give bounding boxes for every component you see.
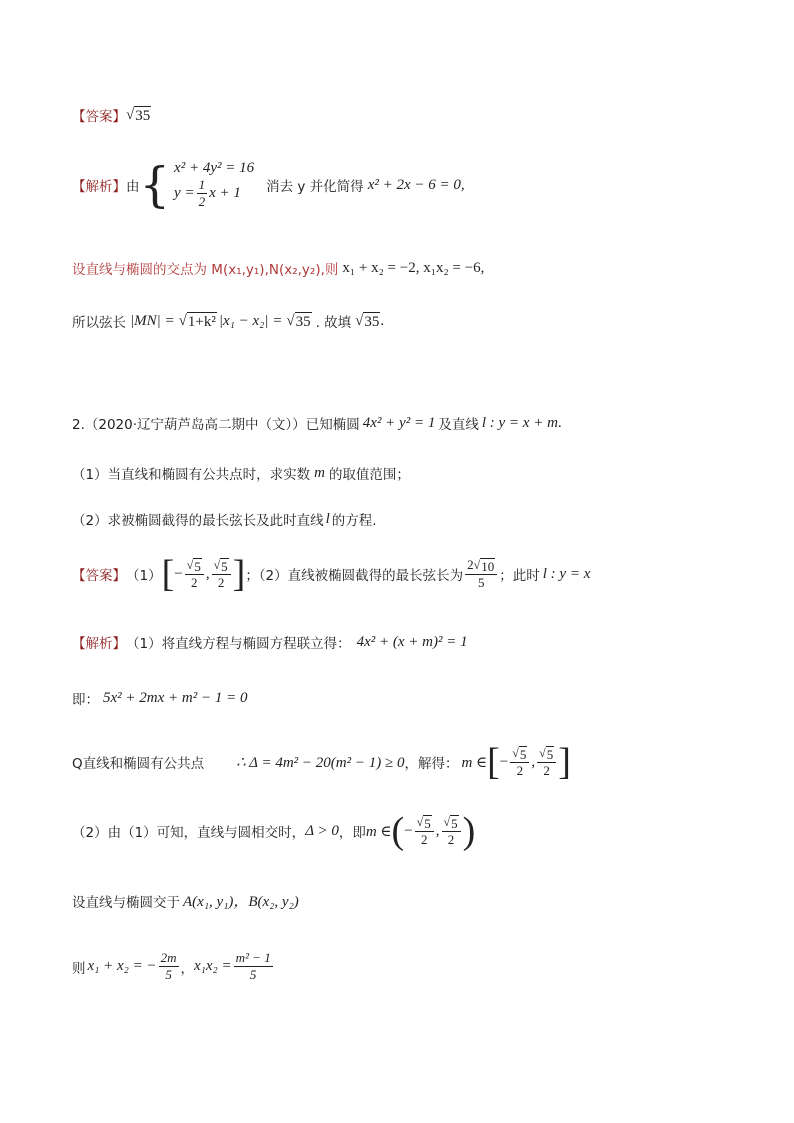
chord-end: . xyxy=(380,312,385,329)
step4-eq: Δ > 0 xyxy=(305,822,339,839)
eq2-frac: $\frac{1}{2}$ xyxy=(198,177,206,209)
chord-sqrt-1: √ 1+k² xyxy=(178,312,216,330)
problem-end: . xyxy=(557,414,562,431)
system-eq-1: x² + 4y² = 16 xyxy=(174,160,255,176)
step6-prod: x₁x₂ = xyxy=(194,958,232,974)
step4-right-frac: √ 5 2 xyxy=(442,814,461,848)
chord-fill-text: . 故填 xyxy=(315,315,352,331)
analysis-line-1 xyxy=(72,157,465,213)
max-length-frac: 2 √ 10 5 xyxy=(465,557,497,591)
step4-comma: , xyxy=(435,822,440,839)
step6-sum: x₁ + x₂ = − xyxy=(87,958,157,974)
chord-sqrt-3: √ 35 xyxy=(355,312,380,330)
eliminate-text: 消去 y 并化简得 xyxy=(266,179,364,195)
step3-text: Q直线和椭圆有公共点 xyxy=(72,756,205,772)
analysis-step-3 xyxy=(72,743,571,781)
step1-eq: 4x² + (x + m)² = 1 xyxy=(356,633,468,650)
problem-prefix: 2.（2020·辽宁葫芦岛高二期中（文））已知椭圆 xyxy=(72,417,360,433)
eliminate-eq: x² + 2x − 6 = 0, xyxy=(367,176,465,193)
chord-text: 所以弦长 xyxy=(72,315,126,331)
step2-eq: 5x² + 2mx + m² − 1 = 0 xyxy=(103,689,248,706)
system-brace: { xyxy=(139,157,171,213)
step3-eq: ∴ Δ = 4m² − 20(m² − 1) ≥ 0 xyxy=(236,754,405,771)
step6-text: 则 xyxy=(72,960,86,977)
chord-sqrt-2: √ 35 xyxy=(286,312,311,330)
step6-comma: ， xyxy=(180,960,195,977)
chord-mid: |x₁ − x₂| = xyxy=(218,312,283,329)
step4-text: （2）由（1）可知，直线与圆相交时， xyxy=(72,825,306,841)
system-eq-2 xyxy=(174,177,254,210)
step6-sum-frac: $\frac{2m}{5}$ xyxy=(160,950,177,982)
step3-comma: , xyxy=(531,753,536,770)
ans1-marker: （1） xyxy=(126,568,162,584)
step4-m: m ∈ xyxy=(365,823,392,840)
step4-left-frac: √ 5 2 xyxy=(415,814,434,848)
chord-eq-left: |MN| = xyxy=(130,312,175,329)
step4-neg: − xyxy=(404,822,413,839)
analysis-step-6 xyxy=(72,950,275,983)
analysis-step-5 xyxy=(72,890,299,911)
step4-open: ( xyxy=(391,810,405,852)
step6-prod-frac: $\frac{\text{m² − 1}}{5}$ xyxy=(235,950,271,982)
question-2 xyxy=(72,509,377,529)
step4-mid: ，即 xyxy=(338,825,366,841)
interval-close: ] xyxy=(232,553,246,595)
intersect-eq: x₁ + x₂ = −2, x₁x₂ = −6, xyxy=(342,259,485,276)
comma: , xyxy=(205,565,210,582)
analysis-step-1 xyxy=(72,632,468,652)
analysis-step-4 xyxy=(72,812,475,850)
step5-eq: A(x₁, y₁)，B(x₂, y₂) xyxy=(183,894,299,910)
step2-text: 即： xyxy=(72,692,99,708)
analysis-step-2 xyxy=(72,688,247,708)
interval-left-frac: √ 5 2 xyxy=(185,557,204,591)
equation-system xyxy=(174,160,254,210)
q2-end: 的方程. xyxy=(331,513,377,529)
step3-open: [ xyxy=(487,741,500,783)
intersect-line xyxy=(72,258,484,278)
ans-end-eq: l : y = x xyxy=(542,565,591,582)
step3-solve: ，解得： xyxy=(404,756,459,772)
analysis-label: 【解析】 xyxy=(72,179,126,195)
step3-right-frac: √ 5 2 xyxy=(537,745,556,779)
eq2-lhs: y = xyxy=(174,185,195,201)
intersect-text: 设直线与椭圆的交点为 M(x₁,y₁),N(x₂,y₂),则 xyxy=(72,262,339,278)
step3-m: m ∈ xyxy=(461,754,488,771)
answer-line-1 xyxy=(72,105,151,125)
ans-end-text: ；此时 xyxy=(499,568,540,584)
interval-right-frac: √ 5 2 xyxy=(212,557,231,591)
q1-end: 的取值范围； xyxy=(328,467,410,483)
answer-sqrt: √ 35 xyxy=(126,106,151,124)
question-1 xyxy=(72,463,410,483)
q2-var: l xyxy=(325,510,330,527)
step5-text: 设直线与椭圆交于 xyxy=(72,894,180,911)
step3-neg: − xyxy=(499,753,509,770)
chord-line xyxy=(72,311,384,331)
problem-ellipse: 4x² + y² = 1 xyxy=(362,414,436,431)
problem-mid: 及直线 xyxy=(438,417,479,433)
answer-line-2 xyxy=(72,555,590,593)
ans-mid: ；（2）直线被椭圆截得的最长弦长为 xyxy=(245,568,464,584)
problem-line-eq: l : y = x + m xyxy=(481,414,558,431)
step3-close: ] xyxy=(558,741,571,783)
step1-text: （1）将直线方程与椭圆方程联立得： xyxy=(126,636,351,652)
analysis-intro: 由 xyxy=(126,179,140,195)
step3-left-frac: √ 5 2 xyxy=(510,745,529,779)
q1-var: m xyxy=(314,464,325,481)
neg-sign: − xyxy=(174,565,183,582)
eq2-rhs: x + 1 xyxy=(209,185,241,201)
answer-label: 【答案】 xyxy=(72,109,126,125)
problem-line xyxy=(72,413,562,433)
step4-close: ) xyxy=(462,810,476,852)
answer-label-2: 【答案】 xyxy=(72,568,126,584)
analysis-label-2: 【解析】 xyxy=(72,636,126,652)
q2-text: （2）求被椭圆截得的最长弦长及此时直线 xyxy=(72,513,324,529)
interval-open: [ xyxy=(161,553,175,595)
q1-text: （1）当直线和椭圆有公共点时，求实数 xyxy=(72,467,311,483)
